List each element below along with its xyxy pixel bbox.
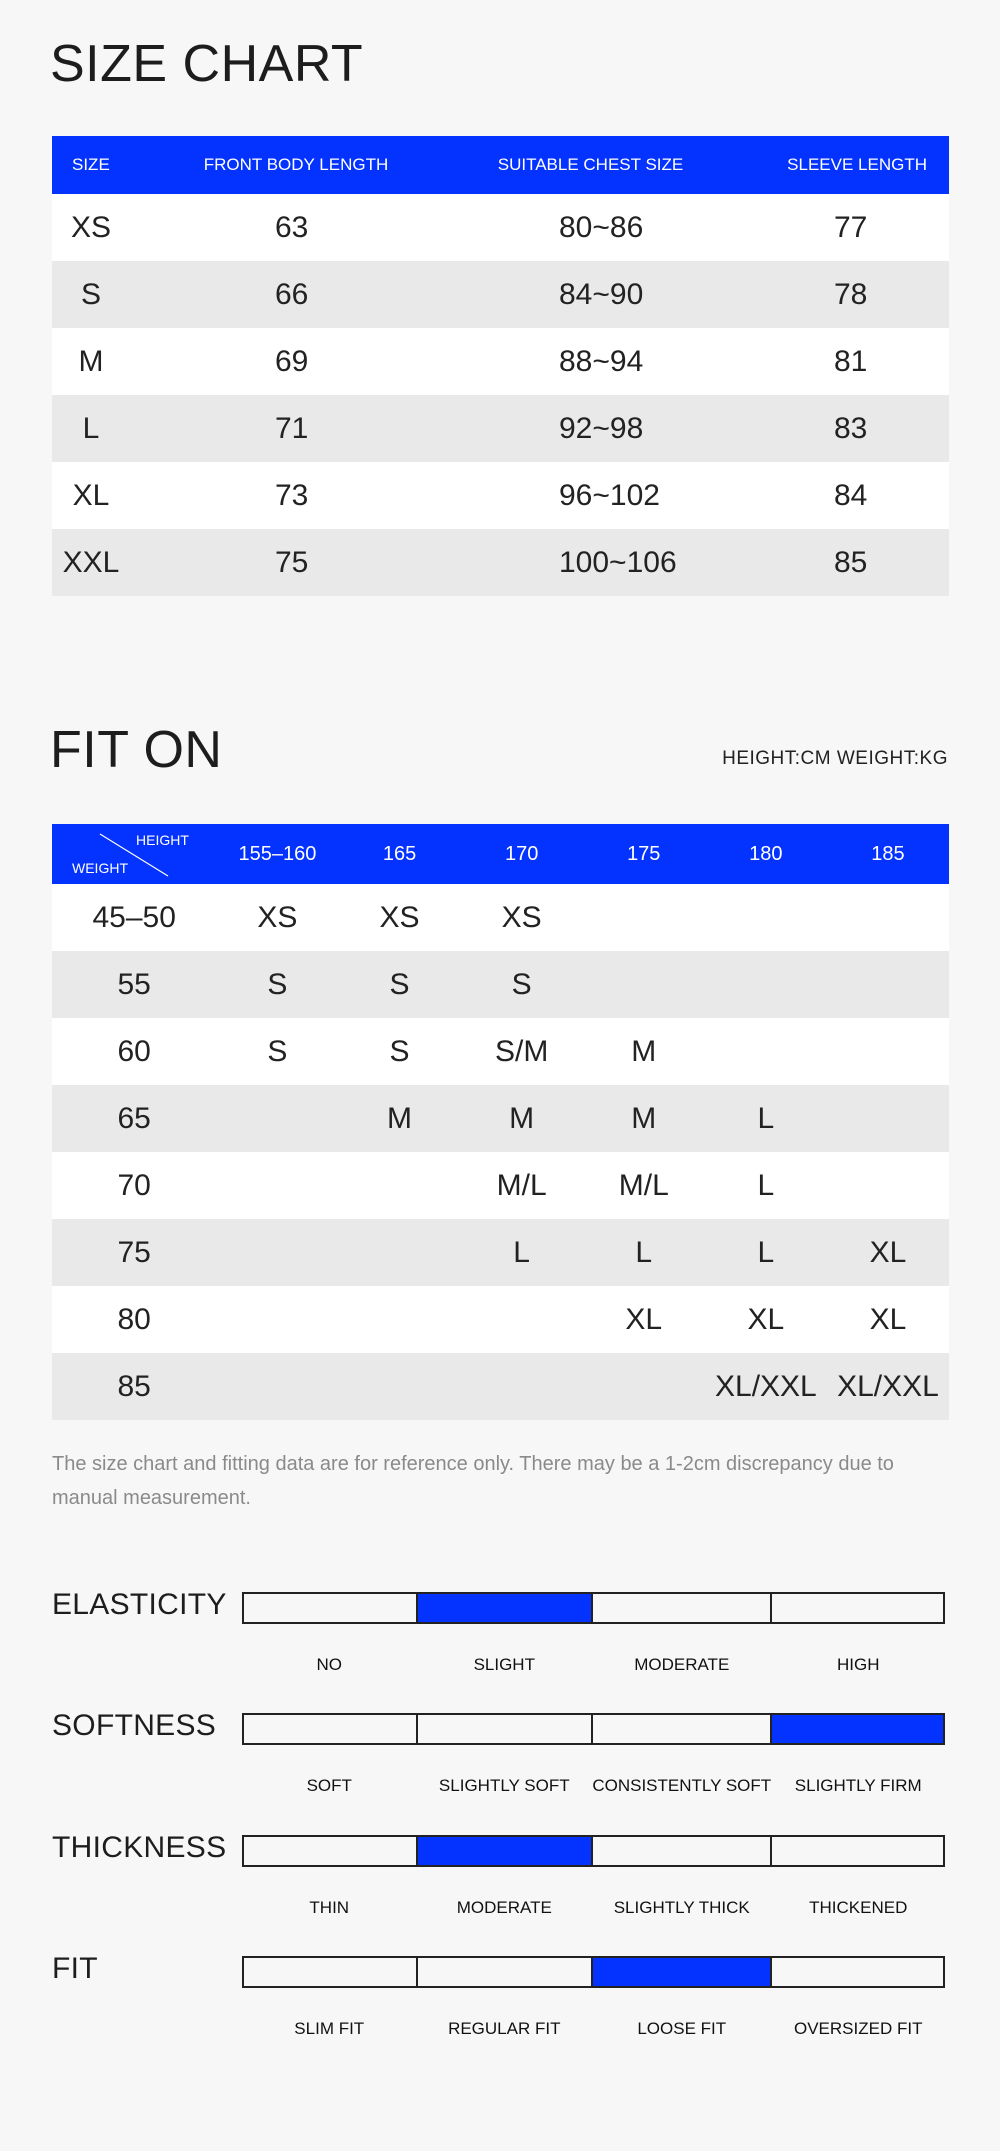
table-row (52, 395, 949, 462)
table-row (52, 1085, 949, 1152)
table-row (52, 328, 949, 395)
chest-cell: 100~106 (559, 545, 677, 579)
sleeve-cell: 83 (834, 411, 868, 445)
size-recommendation-cell: XS (257, 900, 298, 934)
feature-option-label: MODERATE (634, 1655, 730, 1674)
scale-segment (591, 1835, 772, 1867)
feature-label: ELASTICITY (52, 1588, 227, 1621)
size-recommendation-cell: S (267, 967, 288, 1001)
sleeve-cell: 84 (834, 478, 868, 512)
size-cell: S (80, 277, 101, 311)
table-row (52, 194, 949, 261)
feature-options (242, 1898, 945, 1918)
chest-cell: 88~94 (559, 344, 644, 378)
chest-cell: 80~86 (559, 210, 644, 244)
table-row (52, 261, 949, 328)
feature-scale (242, 1592, 945, 1624)
sleeve-cell: 81 (834, 344, 868, 378)
size-recommendation-cell: M (631, 1101, 657, 1135)
scale-segment (416, 1713, 593, 1745)
feature-options (242, 2019, 945, 2039)
body-length-cell: 63 (275, 210, 309, 244)
size-recommendation-cell: S (511, 967, 532, 1001)
header-front-body-length: FRONT BODY LENGTH (203, 155, 389, 174)
weight-cell: 65 (117, 1101, 151, 1135)
table-row (52, 1219, 949, 1286)
size-recommendation-cell: M/L (496, 1168, 547, 1202)
size-recommendation-cell: M (631, 1034, 657, 1068)
units-label: HEIGHT:CM WEIGHT:KG (722, 748, 948, 769)
height-header: 175 (627, 842, 661, 865)
size-recommendation-cell: S (267, 1034, 288, 1068)
body-length-cell: 73 (275, 478, 309, 512)
header-sleeve-length: SLEEVE LENGTH (787, 155, 927, 174)
weight-cell: 85 (117, 1369, 151, 1403)
scale-segment (242, 1956, 418, 1988)
height-header: 185 (871, 842, 905, 865)
scale-segment (242, 1713, 418, 1745)
table-row (52, 1152, 949, 1219)
scale-segment-selected (770, 1713, 945, 1745)
feature-label: THICKNESS (52, 1831, 227, 1864)
scale-segment (591, 1592, 772, 1624)
feature-option-label: THICKENED (809, 1898, 908, 1917)
feature-scale (242, 1956, 945, 1988)
size-recommendation-cell: XL (869, 1302, 907, 1336)
fit-on-title: FIT ON (50, 721, 223, 779)
fit-on-header-row (52, 824, 949, 884)
fit-on-body (52, 884, 949, 1420)
size-recommendation-cell: S/M (494, 1034, 549, 1068)
body-length-cell: 66 (275, 277, 309, 311)
size-recommendation-cell: L (757, 1101, 775, 1135)
feature-options (242, 1655, 945, 1675)
size-recommendation-cell: S (389, 967, 410, 1001)
size-chart-header-row (52, 136, 949, 194)
chest-cell: 96~102 (559, 478, 660, 512)
size-recommendation-cell: L (757, 1168, 775, 1202)
table-row (52, 1018, 949, 1085)
feature-option-label: CONSISTENTLY SOFT (592, 1776, 772, 1795)
scale-segment-selected (416, 1592, 593, 1624)
feature-label: SOFTNESS (52, 1709, 217, 1742)
size-chart-body (52, 194, 949, 596)
scale-segment-selected (591, 1956, 772, 1988)
height-header: 155–160 (238, 842, 317, 865)
feature-scale (242, 1835, 945, 1867)
scale-segment (770, 1835, 945, 1867)
size-recommendation-cell: XS (379, 900, 420, 934)
size-recommendation-cell: M (387, 1101, 413, 1135)
feature-option-label: HIGH (836, 1655, 880, 1674)
size-cell: XL (72, 478, 110, 512)
height-header: 180 (749, 842, 783, 865)
size-recommendation-cell: XS (501, 900, 542, 934)
size-cell: M (78, 344, 104, 378)
weight-cell: 55 (117, 967, 151, 1001)
scale-segment (770, 1592, 945, 1624)
table-row (52, 462, 949, 529)
sleeve-cell: 78 (834, 277, 868, 311)
size-chart-table (52, 136, 949, 596)
size-recommendation-cell: XL (625, 1302, 663, 1336)
feature-option-label: NO (316, 1655, 342, 1674)
corner-weight-label: WEIGHT (72, 860, 128, 876)
header-size: SIZE (72, 155, 110, 174)
size-recommendation-cell: XL/XXL (837, 1369, 939, 1403)
table-row (52, 529, 949, 596)
size-recommendation-cell: M/L (618, 1168, 669, 1202)
table-row (52, 884, 949, 951)
reference-note: The size chart and fitting data are for reference only. There may be a 1-2cm discrepancy due to manual measurement. (52, 1453, 894, 1509)
feature-option-label: SLIGHTLY SOFT (438, 1776, 570, 1795)
feature-option-label: REGULAR FIT (448, 2019, 561, 2038)
size-cell: XXL (62, 545, 120, 579)
size-recommendation-cell: M (509, 1101, 535, 1135)
body-length-cell: 75 (275, 545, 309, 579)
body-length-cell: 71 (275, 411, 309, 445)
scale-segment (591, 1713, 772, 1745)
scale-segment (770, 1956, 945, 1988)
size-recommendation-cell: L (635, 1235, 653, 1269)
height-header: 165 (382, 842, 417, 865)
feature-options (242, 1776, 945, 1796)
scale-segment (242, 1592, 418, 1624)
chest-cell: 92~98 (559, 411, 644, 445)
size-chart-title: SIZE CHART (50, 35, 364, 93)
size-recommendation-cell: XL (869, 1235, 907, 1269)
size-recommendation-cell: L (513, 1235, 530, 1269)
feature-scale (242, 1713, 945, 1745)
scale-segment-selected (416, 1835, 593, 1867)
weight-cell: 70 (117, 1168, 151, 1202)
feature-option-label: SLIGHTLY FIRM (794, 1776, 922, 1795)
header-chest-size: SUITABLE CHEST SIZE (497, 155, 684, 174)
fit-on-table (52, 824, 949, 1420)
size-recommendation-cell: XL/XXL (715, 1369, 817, 1403)
feature-label: FIT (52, 1952, 98, 1985)
table-row (52, 951, 949, 1018)
body-length-cell: 69 (275, 344, 309, 378)
scale-segment (242, 1835, 418, 1867)
feature-option-label: SLIGHTLY THICK (613, 1898, 750, 1917)
weight-cell: 45–50 (92, 900, 176, 934)
weight-cell: 75 (117, 1235, 151, 1269)
size-recommendation-cell: XL (747, 1302, 785, 1336)
weight-cell: 60 (117, 1034, 151, 1068)
feature-option-label: LOOSE FIT (637, 2019, 727, 2038)
table-row (52, 1286, 949, 1353)
weight-cell: 80 (117, 1302, 151, 1336)
size-recommendation-cell: L (757, 1235, 775, 1269)
corner-height-label: HEIGHT (136, 832, 189, 848)
feature-option-label: SOFT (306, 1776, 352, 1795)
chest-cell: 84~90 (559, 277, 644, 311)
scale-segment (416, 1956, 593, 1988)
header-corner (52, 824, 216, 884)
sleeve-cell: 85 (834, 545, 868, 579)
size-recommendation-cell: S (389, 1034, 410, 1068)
sleeve-cell: 77 (834, 210, 868, 244)
table-row (52, 1353, 949, 1420)
feature-option-label: MODERATE (456, 1898, 552, 1917)
height-header: 170 (504, 842, 539, 865)
feature-option-label: THIN (309, 1898, 350, 1917)
feature-option-label: OVERSIZED FIT (794, 2019, 923, 2038)
feature-option-label: SLIGHT (473, 1655, 535, 1674)
size-cell: XS (70, 210, 112, 244)
size-cell: L (82, 411, 100, 445)
feature-option-label: SLIM FIT (294, 2019, 365, 2038)
